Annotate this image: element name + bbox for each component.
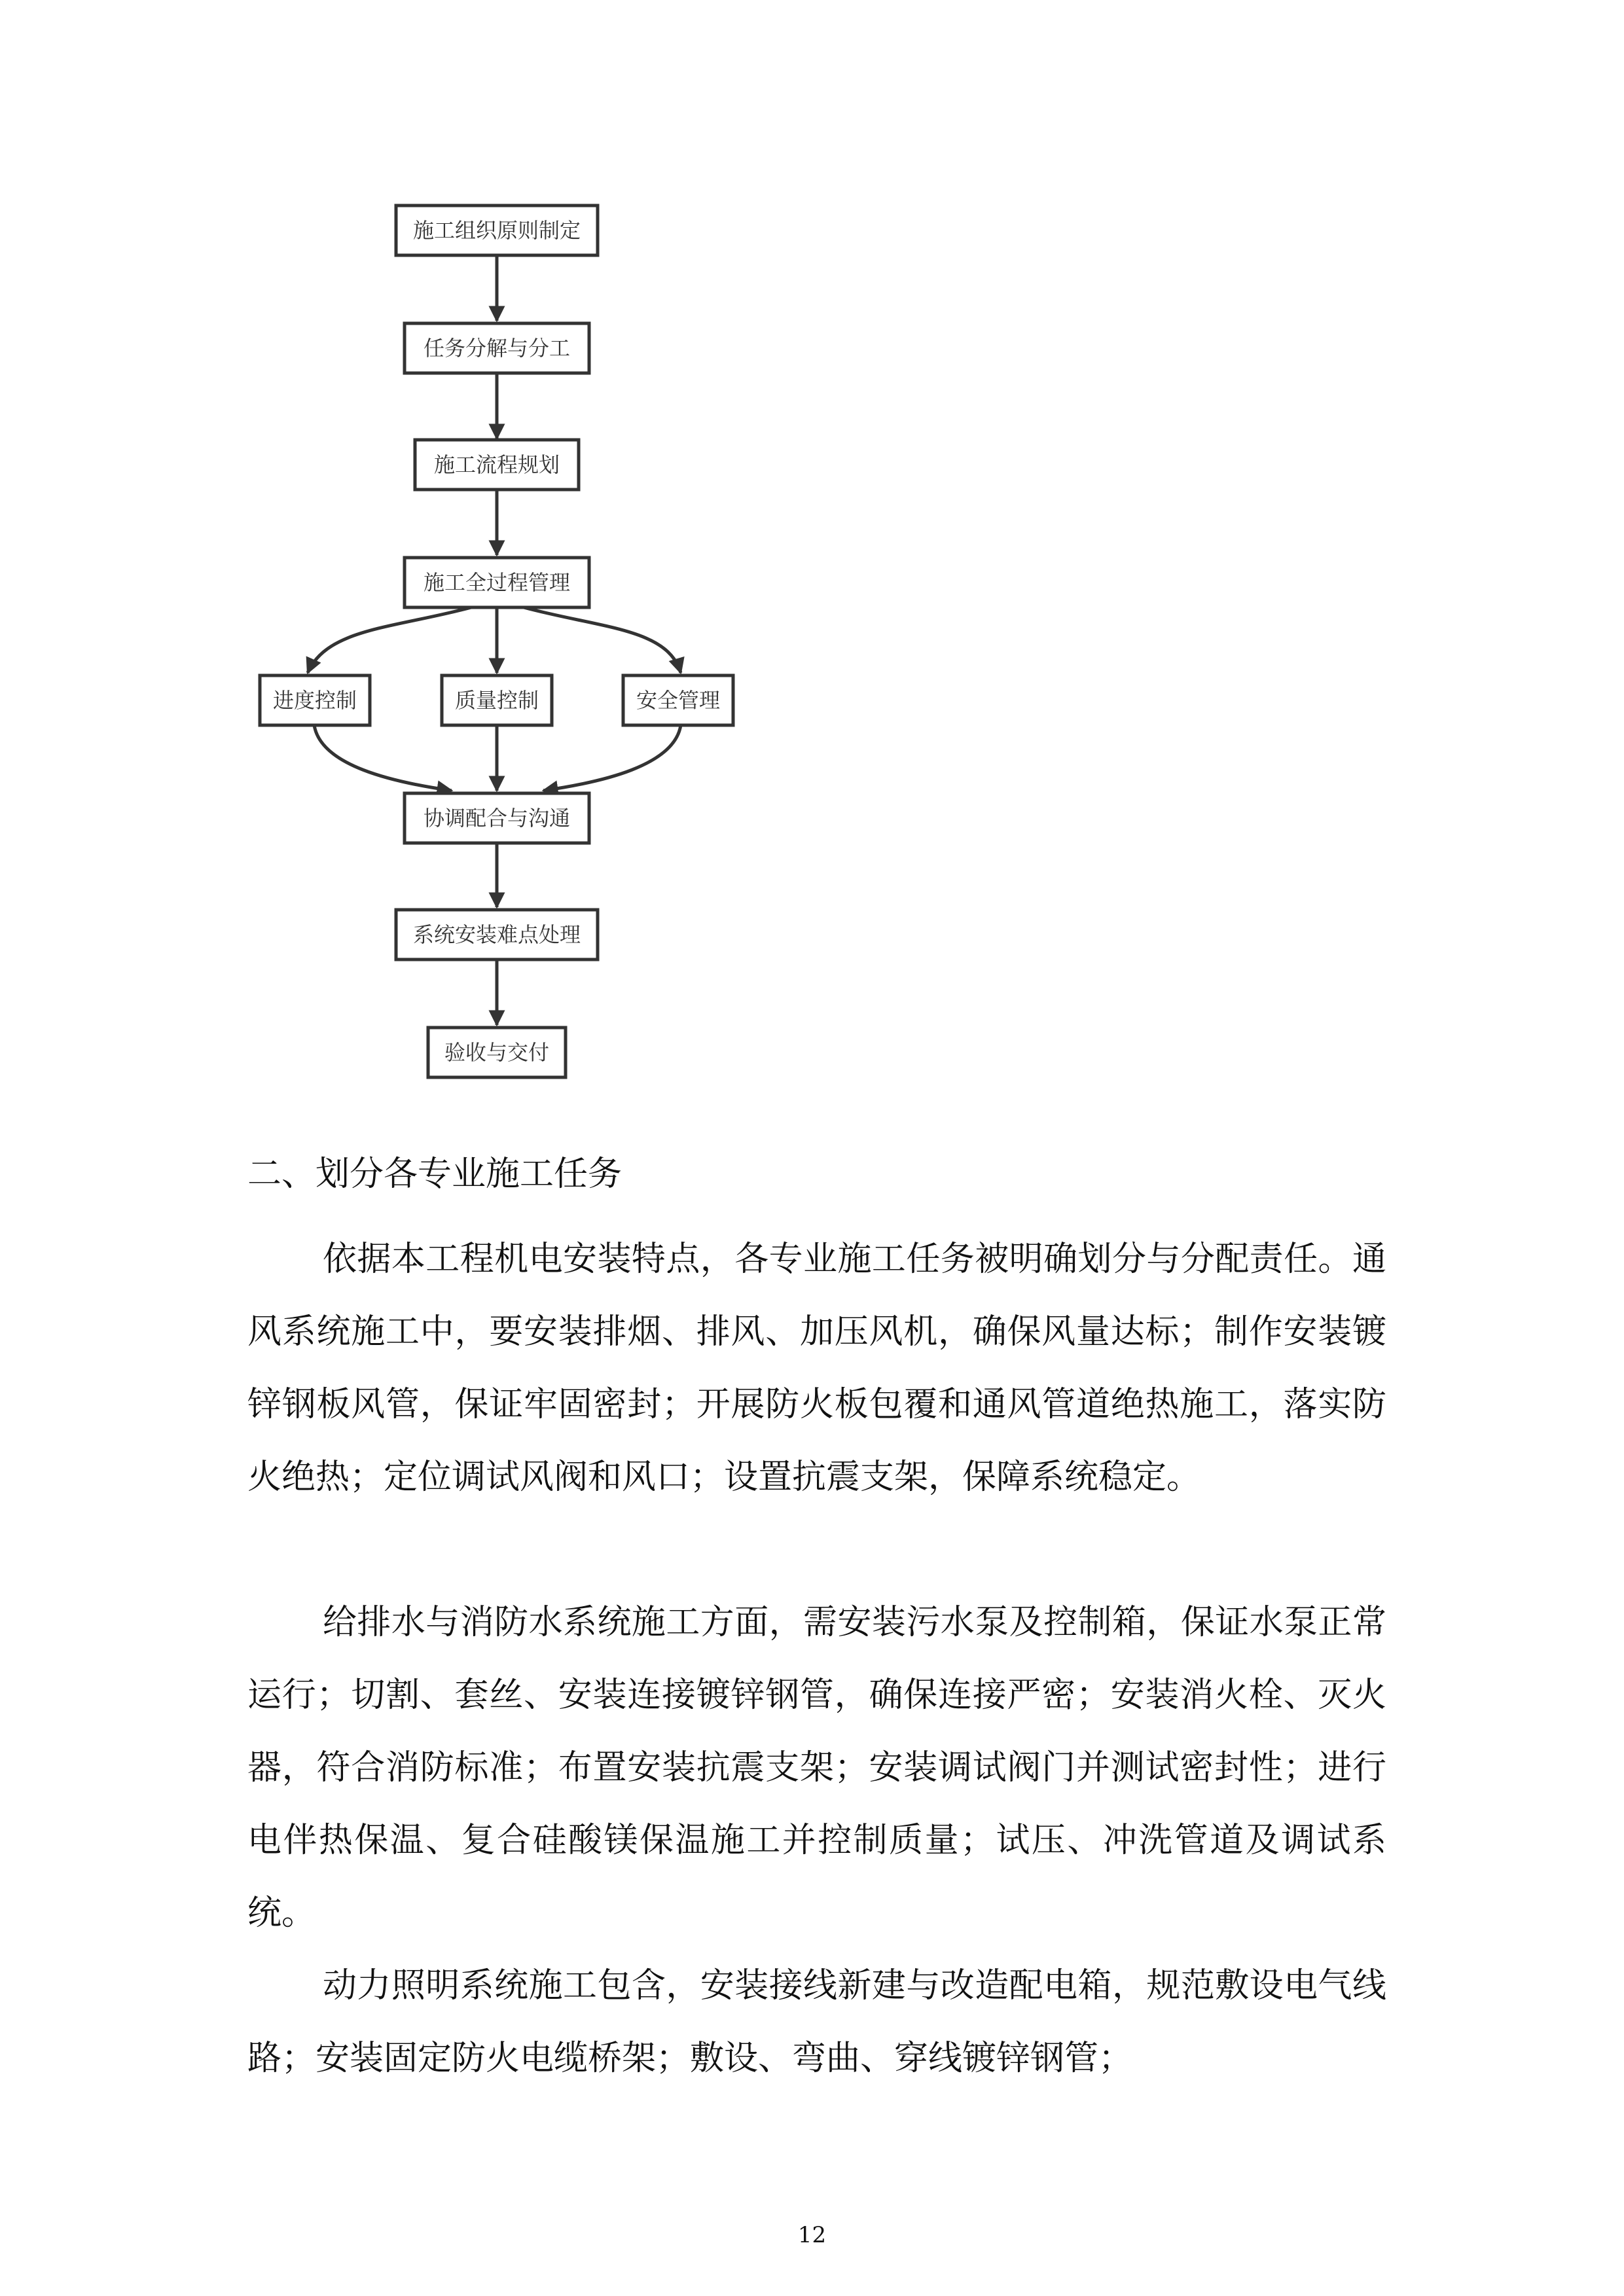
node-label-tasks: 任务分解与分工 — [423, 336, 571, 361]
flowchart — [0, 0, 1624, 1113]
node-label-schedule: 进度控制 — [272, 688, 357, 713]
node-label-safety: 安全管理 — [636, 688, 721, 713]
flow-arrow — [543, 725, 681, 791]
node-label-difficulties: 系统安装难点处理 — [412, 922, 581, 947]
flow-arrow — [308, 607, 471, 673]
flow-arrow — [314, 725, 452, 791]
node-label-management: 施工全过程管理 — [423, 570, 571, 595]
paragraph-power-lighting: 动力照明系统施工包含，安装接线新建与改造配电箱，规范敷设电气线路；安装固定防火电缆桥架；敷设、弯曲、穿线镀锌钢管； — [247, 1966, 1386, 2078]
node-label-coordination: 协调配合与沟通 — [423, 806, 571, 831]
page-number: 12 — [797, 2222, 827, 2248]
node-label-acceptance: 验收与交付 — [444, 1040, 550, 1065]
node-label-quality: 质量控制 — [454, 688, 539, 713]
paragraph-ventilation: 依据本工程机电安装特点，各专业施工任务被明确划分与分配责任。通风系统施工中，要安装排烟、排风、加压风机，确保风量达标；制作安装镀锌钢板风管，保证牢固密封；开展防火板包覆和通风管道绝热施工，落实防火绝热；定位调试风阀和风口；设置抗震支架，保障系统稳定。 — [247, 1240, 1386, 1497]
paragraph-water-fire: 给排水与消防水系统施工方面，需安装污水泵及控制箱，保证水泵正常运行；切割、套丝、安装连接镀锌钢管，确保连接严密；安装消火栓、灭火器，符合消防标准；布置安装抗震支架；安装调试阀门并测试密封性；进行电伴热保温、复合硅酸镁保温施工并控制质量；试压、冲洗管道及调试系统。 — [247, 1603, 1386, 1933]
section-heading: 二、划分各专业施工任务 — [247, 1155, 623, 1194]
flow-arrow — [524, 607, 681, 673]
node-label-process: 施工流程规划 — [433, 452, 560, 477]
node-label-principles: 施工组织原则制定 — [412, 218, 581, 243]
